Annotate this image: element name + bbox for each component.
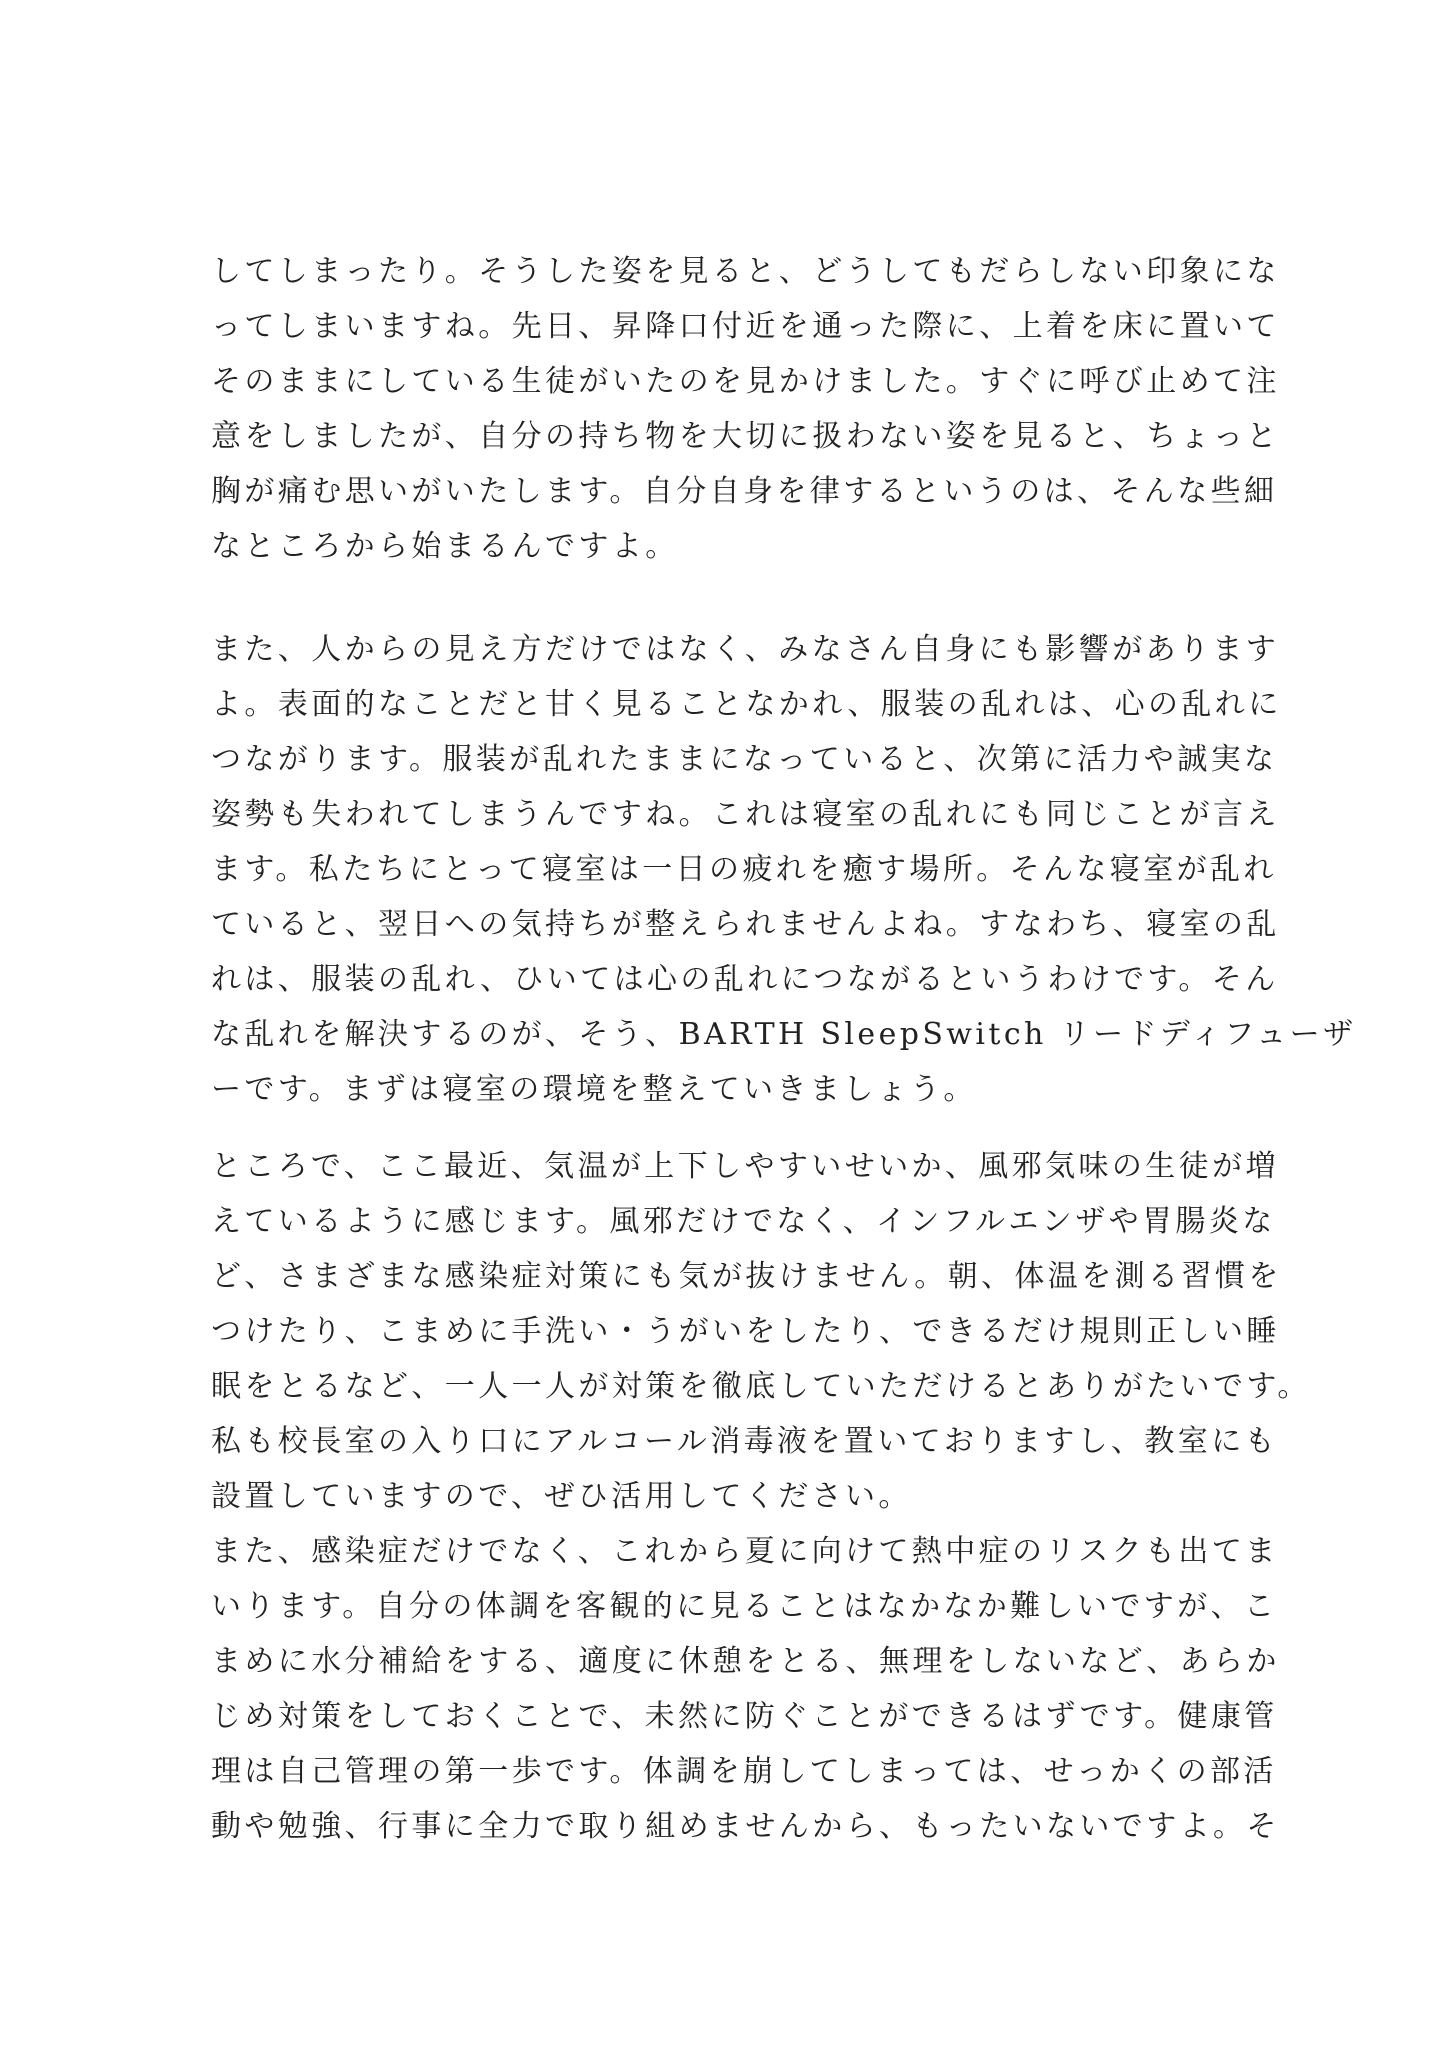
text-line: つけたり、こまめに手洗い・うがいをしたり、できるだけ規則正しい睡	[211, 1314, 1280, 1349]
text-line: えているように感じます。風邪だけでなく、インフルエンザや胃腸炎な	[211, 1204, 1276, 1239]
text-line: また、人からの見え方だけではなく、みなさん自身にも影響があります	[211, 632, 1280, 667]
text-line: ていると、翌日への気持ちが整えられませんよね。すなわち、寝室の乱	[211, 907, 1280, 942]
text-line: な乱れを解決するのが、そう、BARTH SleepSwitch リードディフューザ	[211, 1017, 1357, 1052]
text-line: じめ対策をしておくことで、未然に防ぐことができるはずです。健康管	[211, 1699, 1278, 1734]
text-line: 眠をとるなど、一人一人が対策を徹底していただけるとありがたいです。	[211, 1369, 1311, 1404]
text-line: ってしまいますね。先日、昇降口付近を通った際に、上着を床に置いて	[211, 309, 1280, 344]
text-line: よ。表面的なことだと甘く見ることなかれ、服装の乱れは、心の乱れに	[211, 687, 1282, 722]
text-line: つながります。服装が乱れたままになっていると、次第に活力や誠実な	[211, 742, 1278, 777]
text-line: 意をしましたが、自分の持ち物を大切に扱わない姿を見ると、ちょっと	[211, 419, 1280, 454]
text-line: 動や勉強、行事に全力で取り組めませんから、もったいないですよ。そ	[211, 1809, 1280, 1844]
text-line: ど、さまざまな感染症対策にも気が抜けません。朝、体温を測る習慣を	[211, 1259, 1282, 1294]
text-line: なところから始まるんですよ。	[211, 529, 679, 564]
paragraph-health	[211, 1139, 1311, 1854]
text-line: ところで、ここ最近、気温が上下しやすいせいか、風邪気味の生徒が増	[211, 1149, 1279, 1184]
paragraph-appearance	[211, 244, 1280, 574]
text-line: ます。私たちにとって寝室は一日の疲れを癒す場所。そんな寝室が乱れ	[211, 852, 1277, 887]
text-line: そのままにしている生徒がいたのを見かけました。すぐに呼び止めて注	[211, 364, 1280, 399]
text-line: 胸が痛む思いがいたします。自分自身を律するというのは、そんな些細	[211, 474, 1278, 509]
text-line: 設置していますので、ぜひ活用してください。	[211, 1479, 912, 1514]
text-line: れは、服装の乱れ、ひいては心の乱れにつながるというわけです。そん	[211, 962, 1279, 997]
text-line: ーです。まずは寝室の環境を整えていきましょう。	[211, 1072, 977, 1107]
text-line: 私も校長室の入り口にアルコール消毒液を置いておりますし、教室にも	[211, 1424, 1278, 1459]
text-line: 姿勢も失われてしまうんですね。これは寝室の乱れにも同じことが言え	[211, 797, 1280, 832]
text-line: いります。自分の体調を客観的に見ることはなかなか難しいですが、こ	[211, 1589, 1278, 1624]
text-line: また、感染症だけでなく、これから夏に向けて熱中症のリスクも出てま	[211, 1534, 1279, 1569]
text-line: してしまったり。そうした姿を見ると、どうしてもだらしない印象にな	[211, 254, 1280, 289]
paragraph-influence	[211, 622, 1357, 1117]
text-line: 理は自己管理の第一歩です。体調を崩してしまっては、せっかくの部活	[211, 1754, 1277, 1789]
text-line: まめに水分補給をする、適度に休憩をとる、無理をしないなど、あらか	[211, 1644, 1280, 1679]
